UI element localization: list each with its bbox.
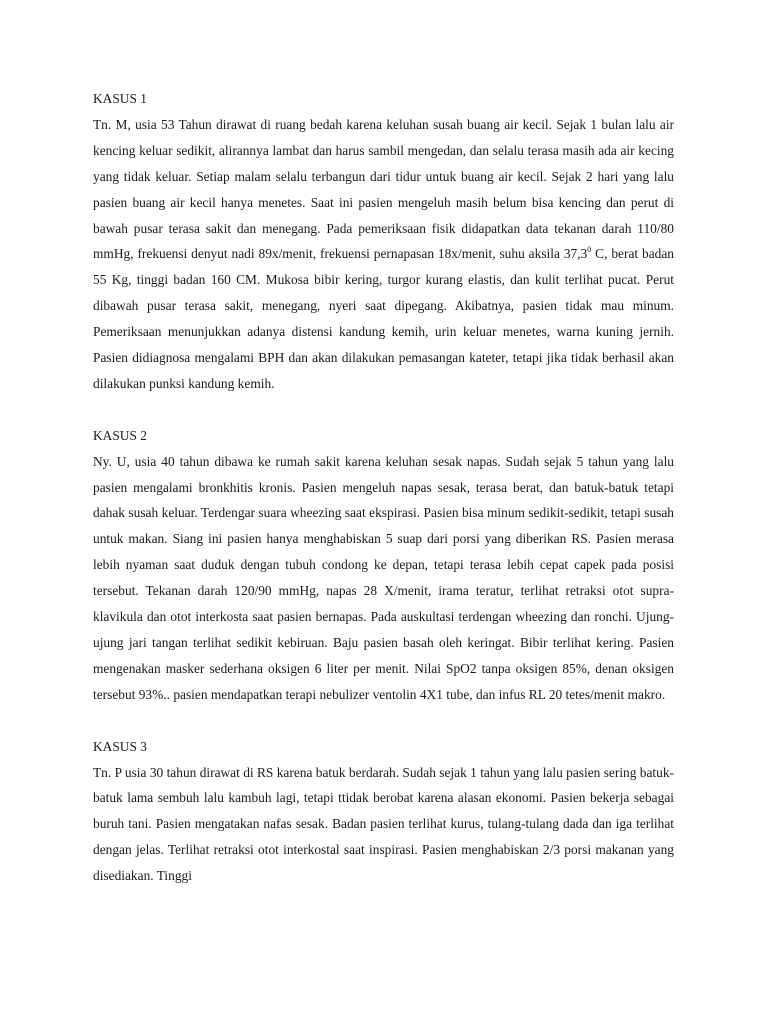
case-body: Tn. P usia 30 tahun dirawat di RS karena batuk berdarah. Sudah sejak 1 tahun yang lalu pasien sering batuk-batuk lama sembuh lalu kambuh lagi, tetapi ttidak berobat karena alasan ekonomi. Pasien bekerja sebagai buruh tani. Pasien mengatakan nafas sesak. Badan pasien terlihat kurus, tulang-tulang dada dan iga terlihat dengan jelas. Terlihat retraksi otot interkostal saat inspirasi. Pasien menghabiskan 2/3 porsi makanan yang disediakan. Tinggi bbox=[93, 764, 674, 884]
case-title: KASUS 3 bbox=[93, 738, 147, 754]
document-page bbox=[93, 86, 674, 915]
case-body bbox=[93, 112, 674, 397]
case-title: KASUS 2 bbox=[93, 427, 147, 443]
case-title: KASUS 1 bbox=[93, 91, 147, 106]
case-body-text: Tn. M, usia 53 Tahun dirawat di ruang bedah karena keluhan susah buang air kecil. Sejak 1 bulan lalu air kencing keluar sedikit, alirannya lambat dan harus sambil mengedan, dan selalu terasa masih ada air kecing yang tidak keluar. Setiap malam selalu terbangun dari tidur untuk buang air kecil. Sejak 2 hari yang lalu pasien buang air kecil hanya menetes. Saat ini pasien mengeluh masih belum bisa kencing dan perut di bawah pusar terasa sakit dan menegang. Pada pemeriksaan fisik didapatkan data tekanan darah 110/80 mmHg, frekuensi denyut nadi 89x/menit, frekuensi pernapasan 18x/menit, suhu aksila 37,3 bbox=[93, 116, 674, 262]
case-1 bbox=[93, 86, 674, 397]
case-body-text: C, berat badan 55 Kg, tinggi badan 160 CM. Mukosa bibir kering, turgor kurang elastis, dan kulit terlihat pucat. Perut dibawah pusar terasa sakit, menegang, nyeri saat dipegang. Akibatnya, pasien tidak mau minum. Pemeriksaan menunjukkan adanya distensi kandung kemih, urin keluar menetes, warna kuning jernih. Pasien didiagnosa mengalami BPH dan akan dilakukan pemasangan kateter, tetapi jika tidak berhasil akan dilakukan punksi kandung kemih. bbox=[93, 246, 675, 391]
case-3 bbox=[93, 734, 674, 889]
case-body: Ny. U, usia 40 tahun dibawa ke rumah sakit karena keluhan sesak napas. Sudah sejak 5 tahun yang lalu pasien mengalami bronkhitis kronis. Pasien mengeluh napas sesak, terasa berat, dan batuk-batuk tetapi dahak susah keluar. Terdengar suara wheezing saat ekspirasi. Pasien bisa minum sedikit-sedikit, tetapi susah untuk makan. Siang ini pasien hanya menghabiskan 5 suap dari porsi yang diberikan RS. Pasien merasa lebih nyaman saat duduk dengan tubuh condong ke depan, tetapi terasa lebih cepat capek pada posisi tersebut. Tekanan darah 120/90 mmHg, napas 28 X/menit, irama teratur, terlihat retraksi otot supra-klavikula dan otot interkosta saat pasien bernapas. Pada auskultasi terdengan wheezing dan ronchi. Ujung-ujung jari tangan terlihat sedikit kebiruan. Baju pasien basah oleh keringat. Bibir terlihat kering. Pasien mengenakan masker sederhana oksigen 6 liter per menit. Nilai SpO2 tanpa oksigen 85%, denan oksigen tersebut 93%.. pasien mendapatkan terapi nebulizer ventolin 4X1 tube, dan infus RL 20 tetes/menit makro. bbox=[93, 453, 674, 702]
degree-superscript: 0 bbox=[587, 245, 592, 255]
case-2 bbox=[93, 423, 674, 708]
